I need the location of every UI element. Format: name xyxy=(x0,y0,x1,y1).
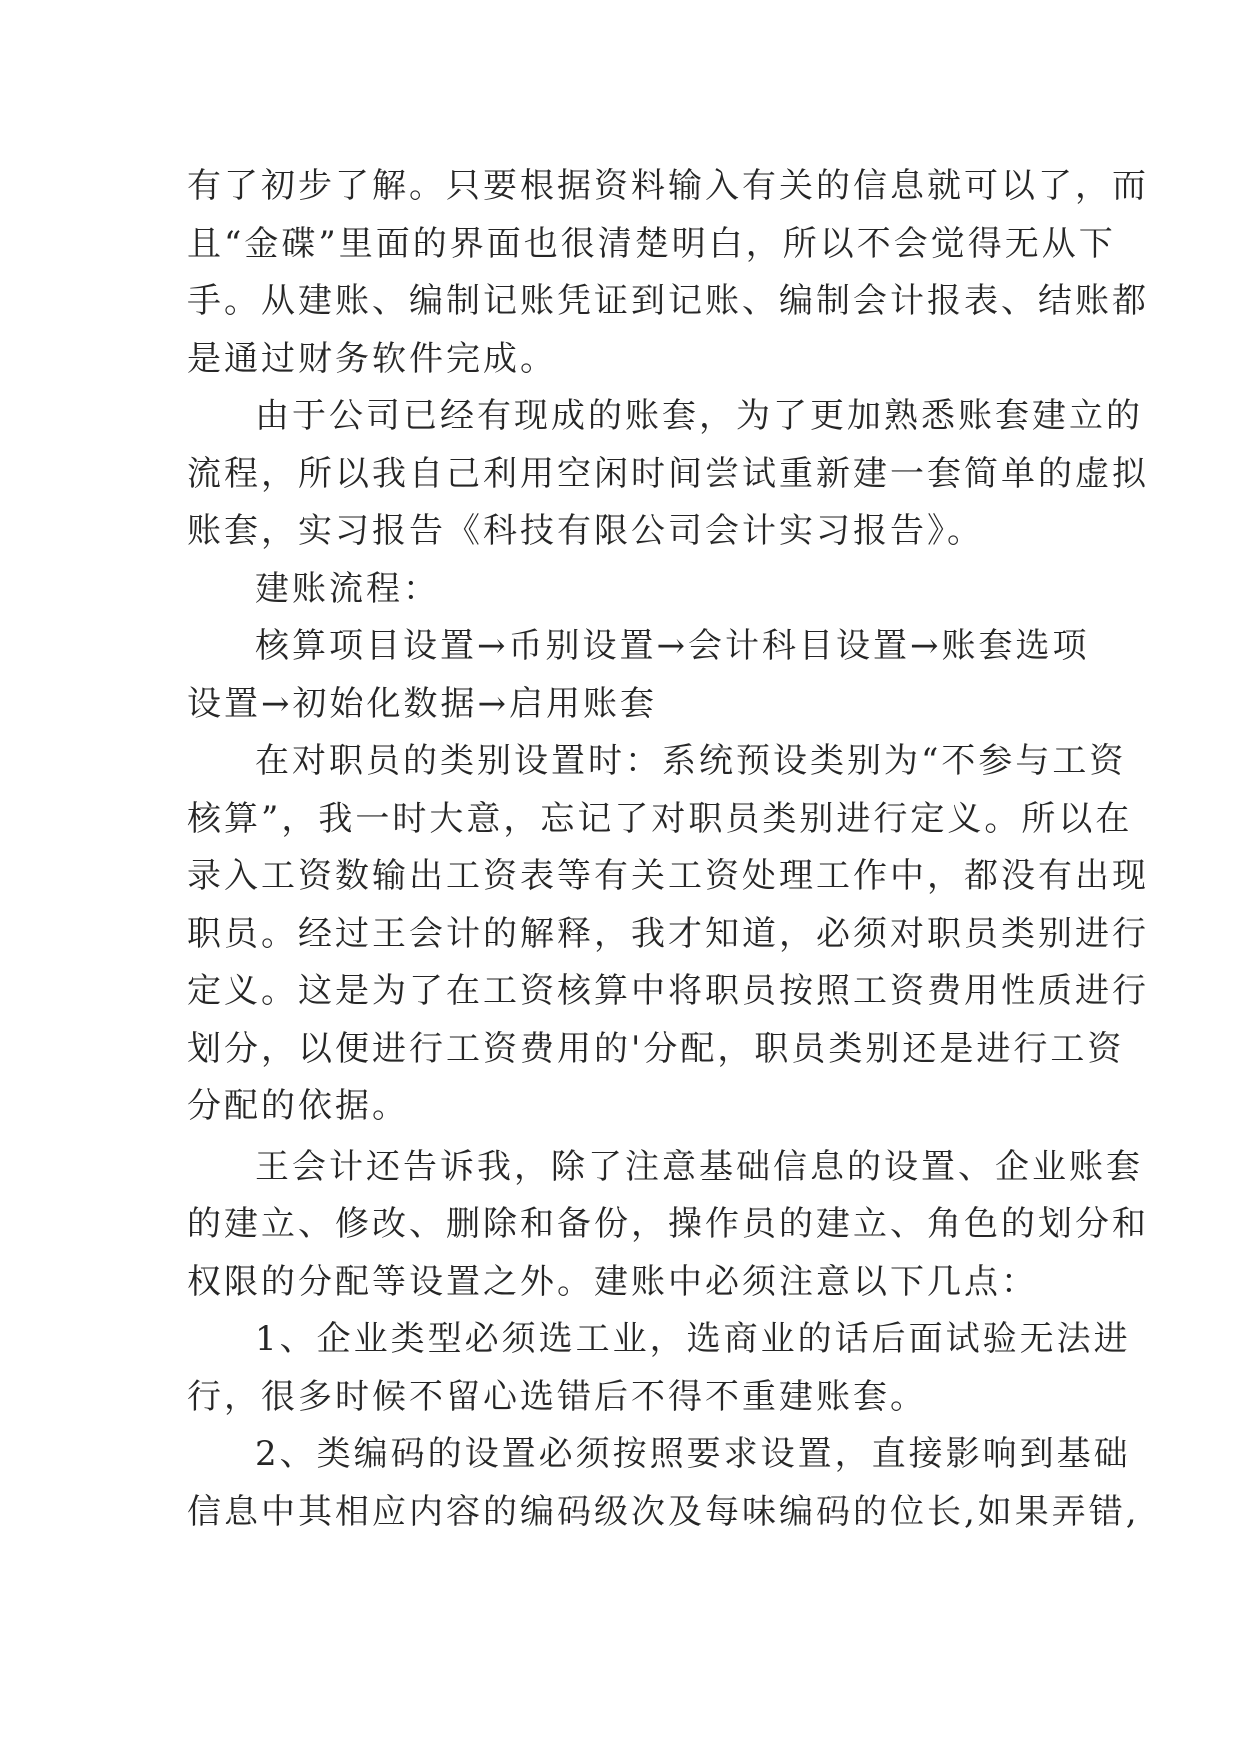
text-line: 分配的依据。 xyxy=(187,1086,409,1126)
text-line: 核算”，我一时大意，忘记了对职员类别进行定义。所以在 xyxy=(187,798,1133,839)
text-line: 在对职员的类别设置时：系统预设类别为“不参与工资 xyxy=(255,741,1127,781)
paragraph-software-intro xyxy=(187,158,1149,388)
text-line: 账套，实习报告《科技有限公司会计实习报告》。 xyxy=(187,511,984,551)
text-line: 且“金碟”里面的界面也很清楚明白，所以不会觉得无从下 xyxy=(187,223,1116,264)
text-line: 录入工资数输出工资表等有关工资处理工作中，都没有出现 xyxy=(187,856,1149,896)
text-line: 职员。经过王会计的解释，我才知道，必须对职员类别进行 xyxy=(187,913,1149,954)
text-line: 的建立、修改、删除和备份，操作员的建立、角色的划分和 xyxy=(187,1204,1149,1244)
text-line: 2、类编码的设置必须按照要求设置，直接影响到基础 xyxy=(255,1434,1131,1474)
text-line: 核算项目设置→币别设置→会计科目设置→账套选项 xyxy=(255,626,1090,666)
text-line: 流程，所以我自己利用空闲时间尝试重新建一套简单的虚拟 xyxy=(187,453,1149,494)
paragraph-process-steps xyxy=(187,618,1090,733)
text-line: 行，很多时候不留心选错后不得不重建账套。 xyxy=(187,1376,927,1417)
paragraph-point-1 xyxy=(187,1311,1131,1426)
text-line: 1、企业类型必须选工业，选商业的话后面试验无法进 xyxy=(255,1319,1131,1359)
document-body xyxy=(187,158,1149,1541)
text-line: 权限的分配等设置之外。建账中必须注意以下几点： xyxy=(187,1261,1038,1302)
text-line: 由于公司已经有现成的账套，为了更加熟悉账套建立的 xyxy=(255,396,1143,436)
paragraph-virtual-account xyxy=(187,388,1149,561)
text-line: 手。从建账、编制记账凭证到记账、编制会计报表、结账都 xyxy=(187,281,1149,321)
text-line: 划分，以便进行工资费用的'分配，职员类别还是进行工资 xyxy=(187,1028,1125,1069)
text-line: 定义。这是为了在工资核算中将职员按照工资费用性质进行 xyxy=(187,971,1149,1011)
text-line: 是通过财务软件完成。 xyxy=(187,338,557,379)
paragraph-process-heading xyxy=(187,561,1055,619)
text-line: 建账流程： xyxy=(255,568,440,609)
paragraph-staff-category xyxy=(187,733,1149,1136)
paragraph-point-2 xyxy=(187,1426,1140,1541)
paragraph-advice xyxy=(187,1139,1149,1312)
text-line: 王会计还告诉我，除了注意基础信息的设置、企业账套 xyxy=(255,1146,1143,1187)
text-line: 有了初步了解。只要根据资料输入有关的信息就可以了，而 xyxy=(187,166,1149,206)
text-line: 信息中其相应内容的编码级次及每味编码的位长,如果弄错, xyxy=(187,1491,1140,1532)
text-line: 设置→初始化数据→启用账套 xyxy=(187,683,657,724)
